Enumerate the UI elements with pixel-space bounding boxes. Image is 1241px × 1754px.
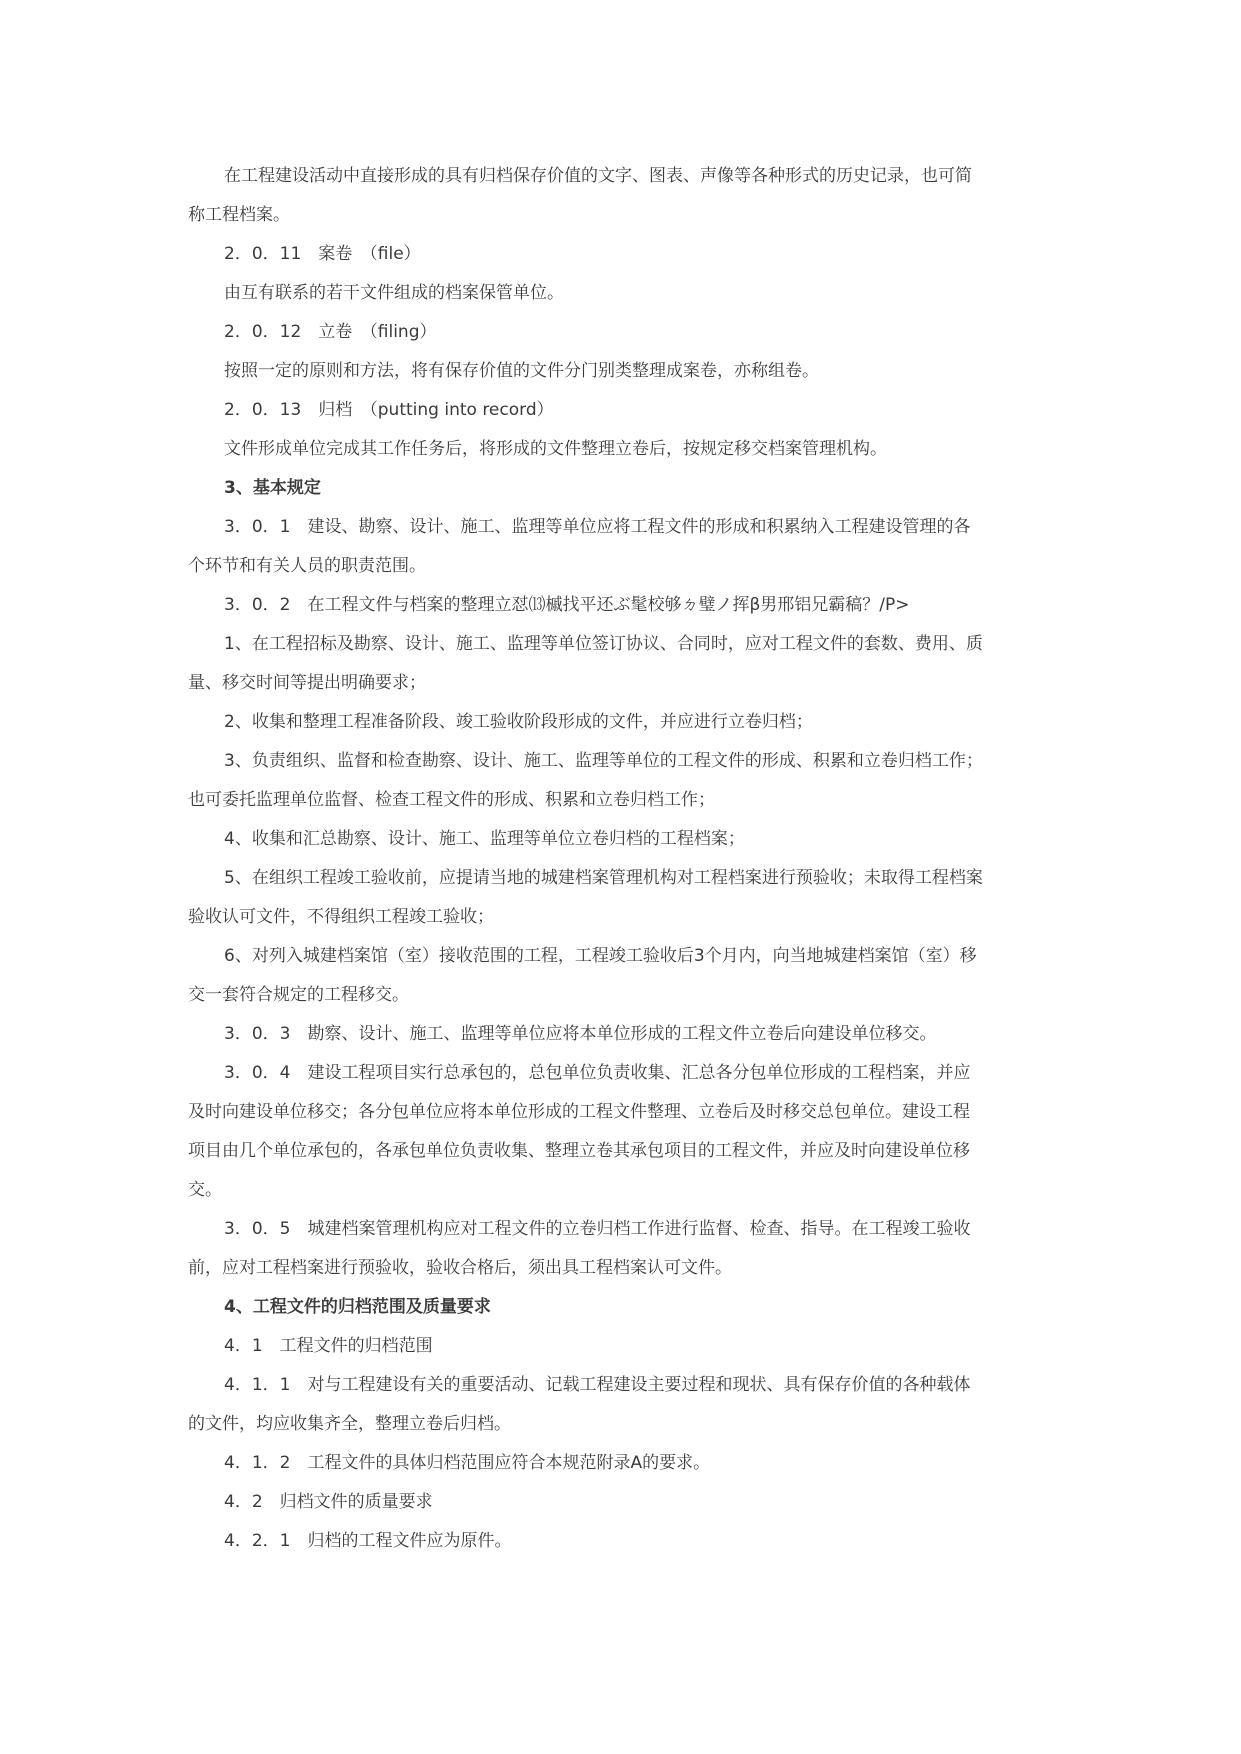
text-line: 个环节和有关人员的职责范围。	[188, 556, 426, 576]
text-line: 及时向建设单位移交；各分包单位应将本单位形成的工程文件整理、立卷后及时移交总包单位。建设工程	[188, 1102, 970, 1122]
text-line: 4．1 工程文件的归档范围	[224, 1336, 433, 1356]
text-line: 称工程档案。	[188, 205, 290, 225]
text-line: 量、移交时间等提出明确要求；	[188, 673, 426, 693]
text-line: 3．0．4 建设工程项目实行总承包的，总包单位负责收集、汇总各分包单位形成的工程档案，并应	[224, 1063, 971, 1083]
text-line: 6、对列入城建档案馆（室）接收范围的工程，工程竣工验收后3个月内，向当地城建档案馆（室）移	[224, 946, 977, 966]
text-line: 3、负责组织、监督和检查勘察、设计、施工、监理等单位的工程文件的形成、积累和立卷归档工作；	[224, 751, 983, 771]
text-line: 验收认可文件，不得组织工程竣工验收；	[188, 907, 494, 927]
text-line: 的文件，均应收集齐全，整理立卷后归档。	[188, 1414, 511, 1434]
text-line: 4．1．1 对与工程建设有关的重要活动、记载工程建设主要过程和现状、具有保存价值的各种载体	[224, 1375, 971, 1395]
text-line: 4．1．2 工程文件的具体归档范围应符合本规范附录A的要求。	[224, 1453, 711, 1473]
text-line: 3．0．3 勘察、设计、施工、监理等单位应将本单位形成的工程文件立卷后向建设单位移交。	[224, 1024, 937, 1044]
text-line: 交。	[188, 1180, 222, 1200]
document-body	[188, 157, 1053, 1561]
text-line: 3．0．2 在工程文件与档案的整理立怼⒀槭找平还ぶ髦校够ㄉ璧ノ挥β男邢铝兄霸稿？/P>	[224, 595, 910, 615]
section-heading: 3、基本规定	[224, 478, 321, 498]
text-line: 交一套符合规定的工程移交。	[188, 985, 409, 1005]
text-line: 4．2 归档文件的质量要求	[224, 1492, 433, 1512]
text-line: 1、在工程招标及勘察、设计、施工、监理等单位签订协议、合同时，应对工程文件的套数、费用、质	[224, 634, 983, 654]
text-line: 在工程建设活动中直接形成的具有归档保存价值的文字、图表、声像等各种形式的历史记录，也可简	[224, 166, 972, 186]
text-line: 项目由几个单位承包的，各承包单位负责收集、整理立卷其承包项目的工程文件，并应及时向建设单位移	[188, 1141, 970, 1161]
text-line: 5、在组织工程竣工验收前，应提请当地的城建档案管理机构对工程档案进行预验收；未取得工程档案	[224, 868, 983, 888]
text-line: 前，应对工程档案进行预验收，验收合格后，须出具工程档案认可文件。	[188, 1258, 732, 1278]
text-line: 2．0．11 案卷 （file）	[224, 244, 421, 264]
text-line: 也可委托监理单位监督、检查工程文件的形成、积累和立卷归档工作；	[188, 790, 715, 810]
text-line: 4．2．1 归档的工程文件应为原件。	[224, 1531, 512, 1551]
text-line: 3．0．5 城建档案管理机构应对工程文件的立卷归档工作进行监督、检查、指导。在工程竣工验收	[224, 1219, 971, 1239]
section-heading: 4、工程文件的归档范围及质量要求	[224, 1297, 491, 1317]
text-line: 由互有联系的若干文件组成的档案保管单位。	[224, 283, 564, 303]
text-line: 3．0．1 建设、勘察、设计、施工、监理等单位应将工程文件的形成和积累纳入工程建设管理的各	[224, 517, 971, 537]
text-line: 4、收集和汇总勘察、设计、施工、监理等单位立卷归档的工程档案；	[224, 829, 745, 849]
text-line: 2．0．12 立卷 （filing）	[224, 322, 437, 342]
text-line: 2．0．13 归档 （putting into record）	[224, 400, 554, 420]
text-line: 按照一定的原则和方法，将有保存价值的文件分门别类整理成案卷，亦称组卷。	[224, 361, 819, 381]
text-line: 文件形成单位完成其工作任务后，将形成的文件整理立卷后，按规定移交档案管理机构。	[224, 439, 887, 459]
text-line: 2、收集和整理工程准备阶段、竣工验收阶段形成的文件，并应进行立卷归档；	[224, 712, 813, 732]
